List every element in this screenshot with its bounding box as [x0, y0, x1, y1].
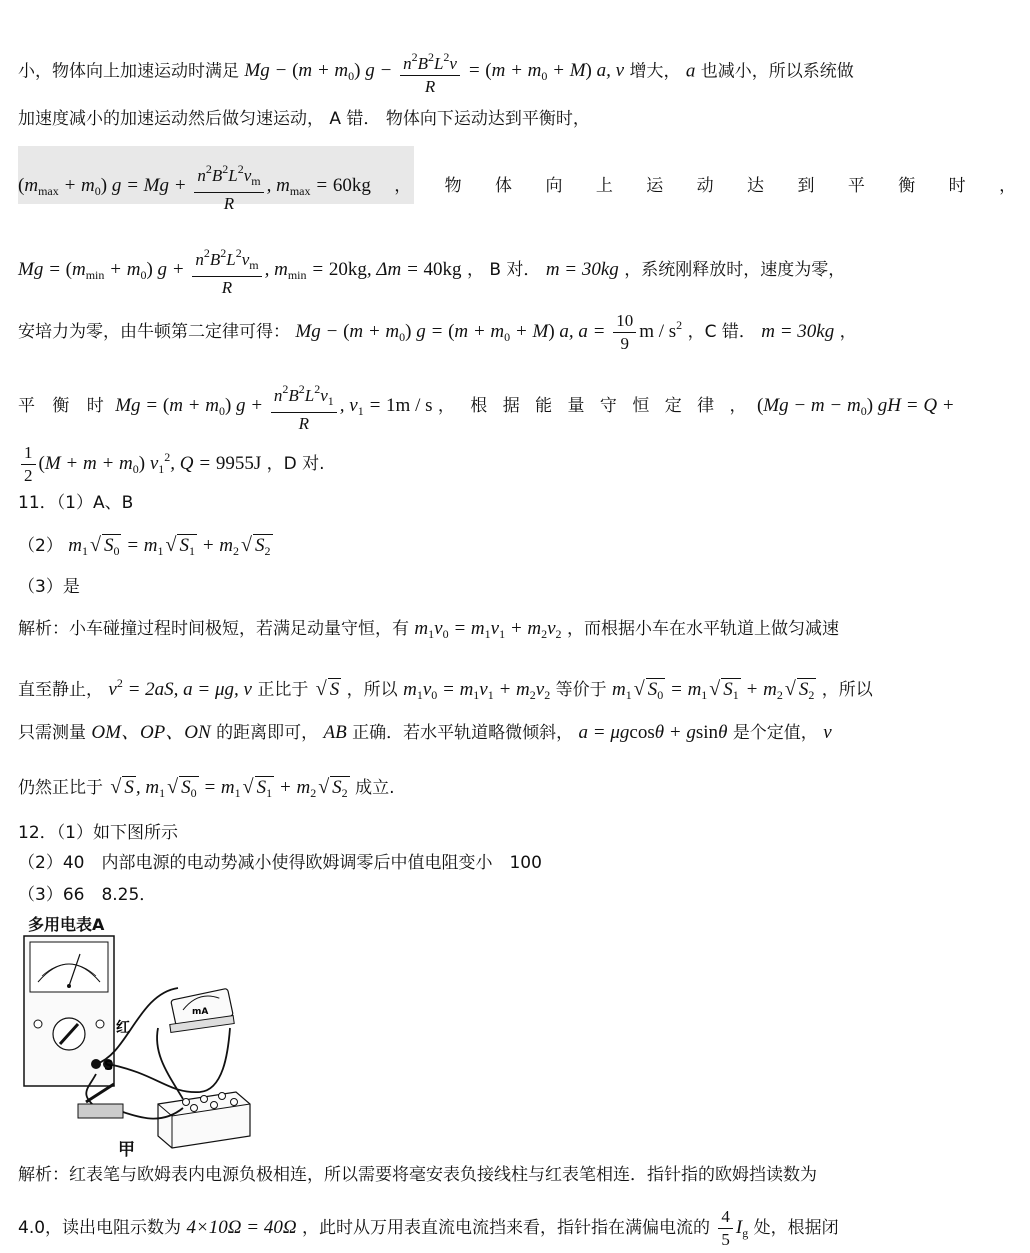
math-symbol: a: [685, 60, 696, 82]
red-probe-label: 红: [116, 1020, 130, 1036]
text-segment: ， B 对．: [466, 259, 541, 280]
question-12-part-1: 12．（1）如下图所示: [18, 823, 178, 843]
text-segment: ，所以: [821, 680, 873, 700]
text-segment: ，C 错．: [687, 322, 756, 342]
text-segment: ， 物 体 向 上 运 动 达 到 平 衡 时 ，: [394, 175, 1030, 196]
equation: $(Mg - m - m_0)$ gH = Q +: [756, 394, 955, 418]
milliammeter-label: mA: [192, 1007, 209, 1017]
math-symbol: v: [823, 722, 832, 743]
text-segment: ，: [839, 322, 857, 342]
equation: a = μgcosθ + gsinθ: [578, 722, 728, 743]
text-segment: ， 根 据 能 量 守 恒 定 律 ，: [437, 395, 752, 416]
text-segment: ，所以: [346, 680, 398, 700]
question-12-part-2: （2）40 内部电源的电动势减小使得欧姆调零后中值电阻变小 100: [18, 853, 542, 873]
text-segment: ，D 对.: [266, 454, 325, 474]
equation: $m_1$ √ $S_0 = m_1$ √ $S_1 + m_2$ √ $S_2$: [612, 678, 815, 702]
text-segment: 正确．若水平轨道略微倾斜，: [352, 723, 574, 743]
text-segment: 仍然正比于: [18, 778, 103, 798]
switch-base: [78, 1104, 123, 1118]
wire-black: [108, 1028, 230, 1092]
math-symbol: m = 30kg: [761, 321, 835, 342]
equation: $Mg = (m_{min} + m_0) g$ + $\frac{n^2B^2L^2v_m}{R}$ , $m_{min} = 20kg$, Δm = 40kg: [18, 259, 462, 280]
text-segment: ，系统刚释放时，速度为零，: [624, 259, 846, 280]
question-11-part-1: 11．（1）A、B: [18, 493, 134, 513]
switch-label: S: [104, 1059, 114, 1074]
equation: $m_1v_0 = m_1v_1 + m_2v_2$: [414, 618, 562, 641]
text-segment: 直至静止，: [18, 680, 103, 700]
multimeter-circuit-figure: [18, 924, 258, 1154]
final-analysis-line-2: [18, 1206, 884, 1251]
analysis-line-2: [18, 668, 884, 710]
equation: $\frac{4}{5}$ $I_g$: [715, 1217, 748, 1238]
text-segment: 是个定值，: [732, 723, 818, 743]
text-line-1: [18, 46, 884, 98]
text-line-4: [18, 242, 884, 299]
math-symbol: OM、OP、ON: [91, 722, 211, 743]
analysis-line-3: [18, 718, 884, 748]
figure-caption: 甲: [118, 1140, 135, 1160]
math-symbol: 4×10Ω = 40Ω: [186, 1216, 297, 1238]
equation: $(m_{max} + m_0) g = Mg$ + $\frac{n^2B^2L^2v_m}{R}$ , $m_{max} = 60kg$: [18, 175, 371, 196]
text-segment: 平 衡 时: [18, 395, 110, 416]
final-analysis-line-1: 解析：红表笔与欧姆表内电源负极相连，所以需要将毫安表负接线柱与红表笔相连．指针指的欧姆挡读数为: [18, 1165, 817, 1185]
equation: $v^2 = 2aS$, a = μg, v: [108, 676, 252, 700]
text-segment: 正比于: [257, 680, 309, 700]
text-segment: 也减小，所以系统做: [700, 61, 854, 82]
text-segment: 小，物体向上加速运动时满足: [18, 61, 239, 82]
text-segment: 增大，: [629, 61, 681, 82]
text-segment: 成立.: [355, 778, 395, 798]
text-line-6: [18, 378, 955, 435]
analysis-line-4: [18, 772, 884, 808]
text-segment: 处，根据闭: [753, 1217, 839, 1238]
text-segment: 的距离即可，: [216, 723, 319, 743]
equation: $Mg - (m + m_0)$ g − $\frac{n^2B^2L^2v}{R}$ = $(m + m_0 + M)$ a, v: [244, 60, 624, 81]
equation: √ S , $m_1$ √ $S_0 = m_1$ √ $S_1 + m_2$ √ $S_2$: [110, 776, 348, 800]
question-11-part-2: [18, 530, 884, 566]
equation: $\frac{1}{2}$ $(M + m + m_0)$ $v_1^2$, Q = 9955J: [18, 453, 261, 474]
figure-title: 多用电表A: [28, 915, 105, 934]
math-symbol: AB: [323, 722, 347, 743]
equation: $Mg = (m + m_0)$ g + $\frac{n^2B^2L^2v_1}{R}$ , $v_1 = 1m / s$: [115, 395, 432, 416]
text-line-7: [18, 442, 884, 487]
text-segment: ，而根据小车在水平轨道上做匀减速: [566, 619, 839, 639]
text-segment: 解析：小车碰撞过程时间极短，若满足动量守恒，有: [18, 619, 409, 639]
analysis-line-1: [18, 614, 884, 649]
text-line-2: 加速度减小的加速运动然后做匀速运动， A 错． 物体向下运动达到平衡时，: [18, 109, 590, 129]
text-segment: 只需测量: [18, 723, 86, 743]
text-line-3: [18, 158, 1030, 215]
equation: $Mg - (m + m_0)$ $g = (m + m_0 + M)$ a, a = $\frac{10}{9}$ m / $s^2$: [295, 311, 683, 354]
equation: $m_1$ √ $S_0 = m_1$ √ $S_1 + m_2$ √ $S_2$: [68, 534, 271, 558]
equation: $m_1v_0 = m_1v_1 + m_2v_2$: [403, 679, 551, 702]
text-segment: 安培力为零，由牛顿第二定律可得：: [18, 322, 290, 342]
math-symbol: m = 30kg: [545, 258, 619, 280]
text-segment: （2）: [18, 536, 63, 556]
text-segment: ，此时从万用表直流电流挡来看，指针指在满偏电流的: [301, 1217, 710, 1238]
text-segment: 等价于: [555, 680, 607, 700]
equation: √ S: [315, 678, 340, 700]
text-segment: 4.0，读出电阻示数为: [18, 1217, 182, 1238]
question-12-part-3: （3）66 8.25．: [18, 885, 157, 905]
text-line-5: [18, 310, 884, 355]
question-11-part-3: （3）是: [18, 577, 80, 597]
